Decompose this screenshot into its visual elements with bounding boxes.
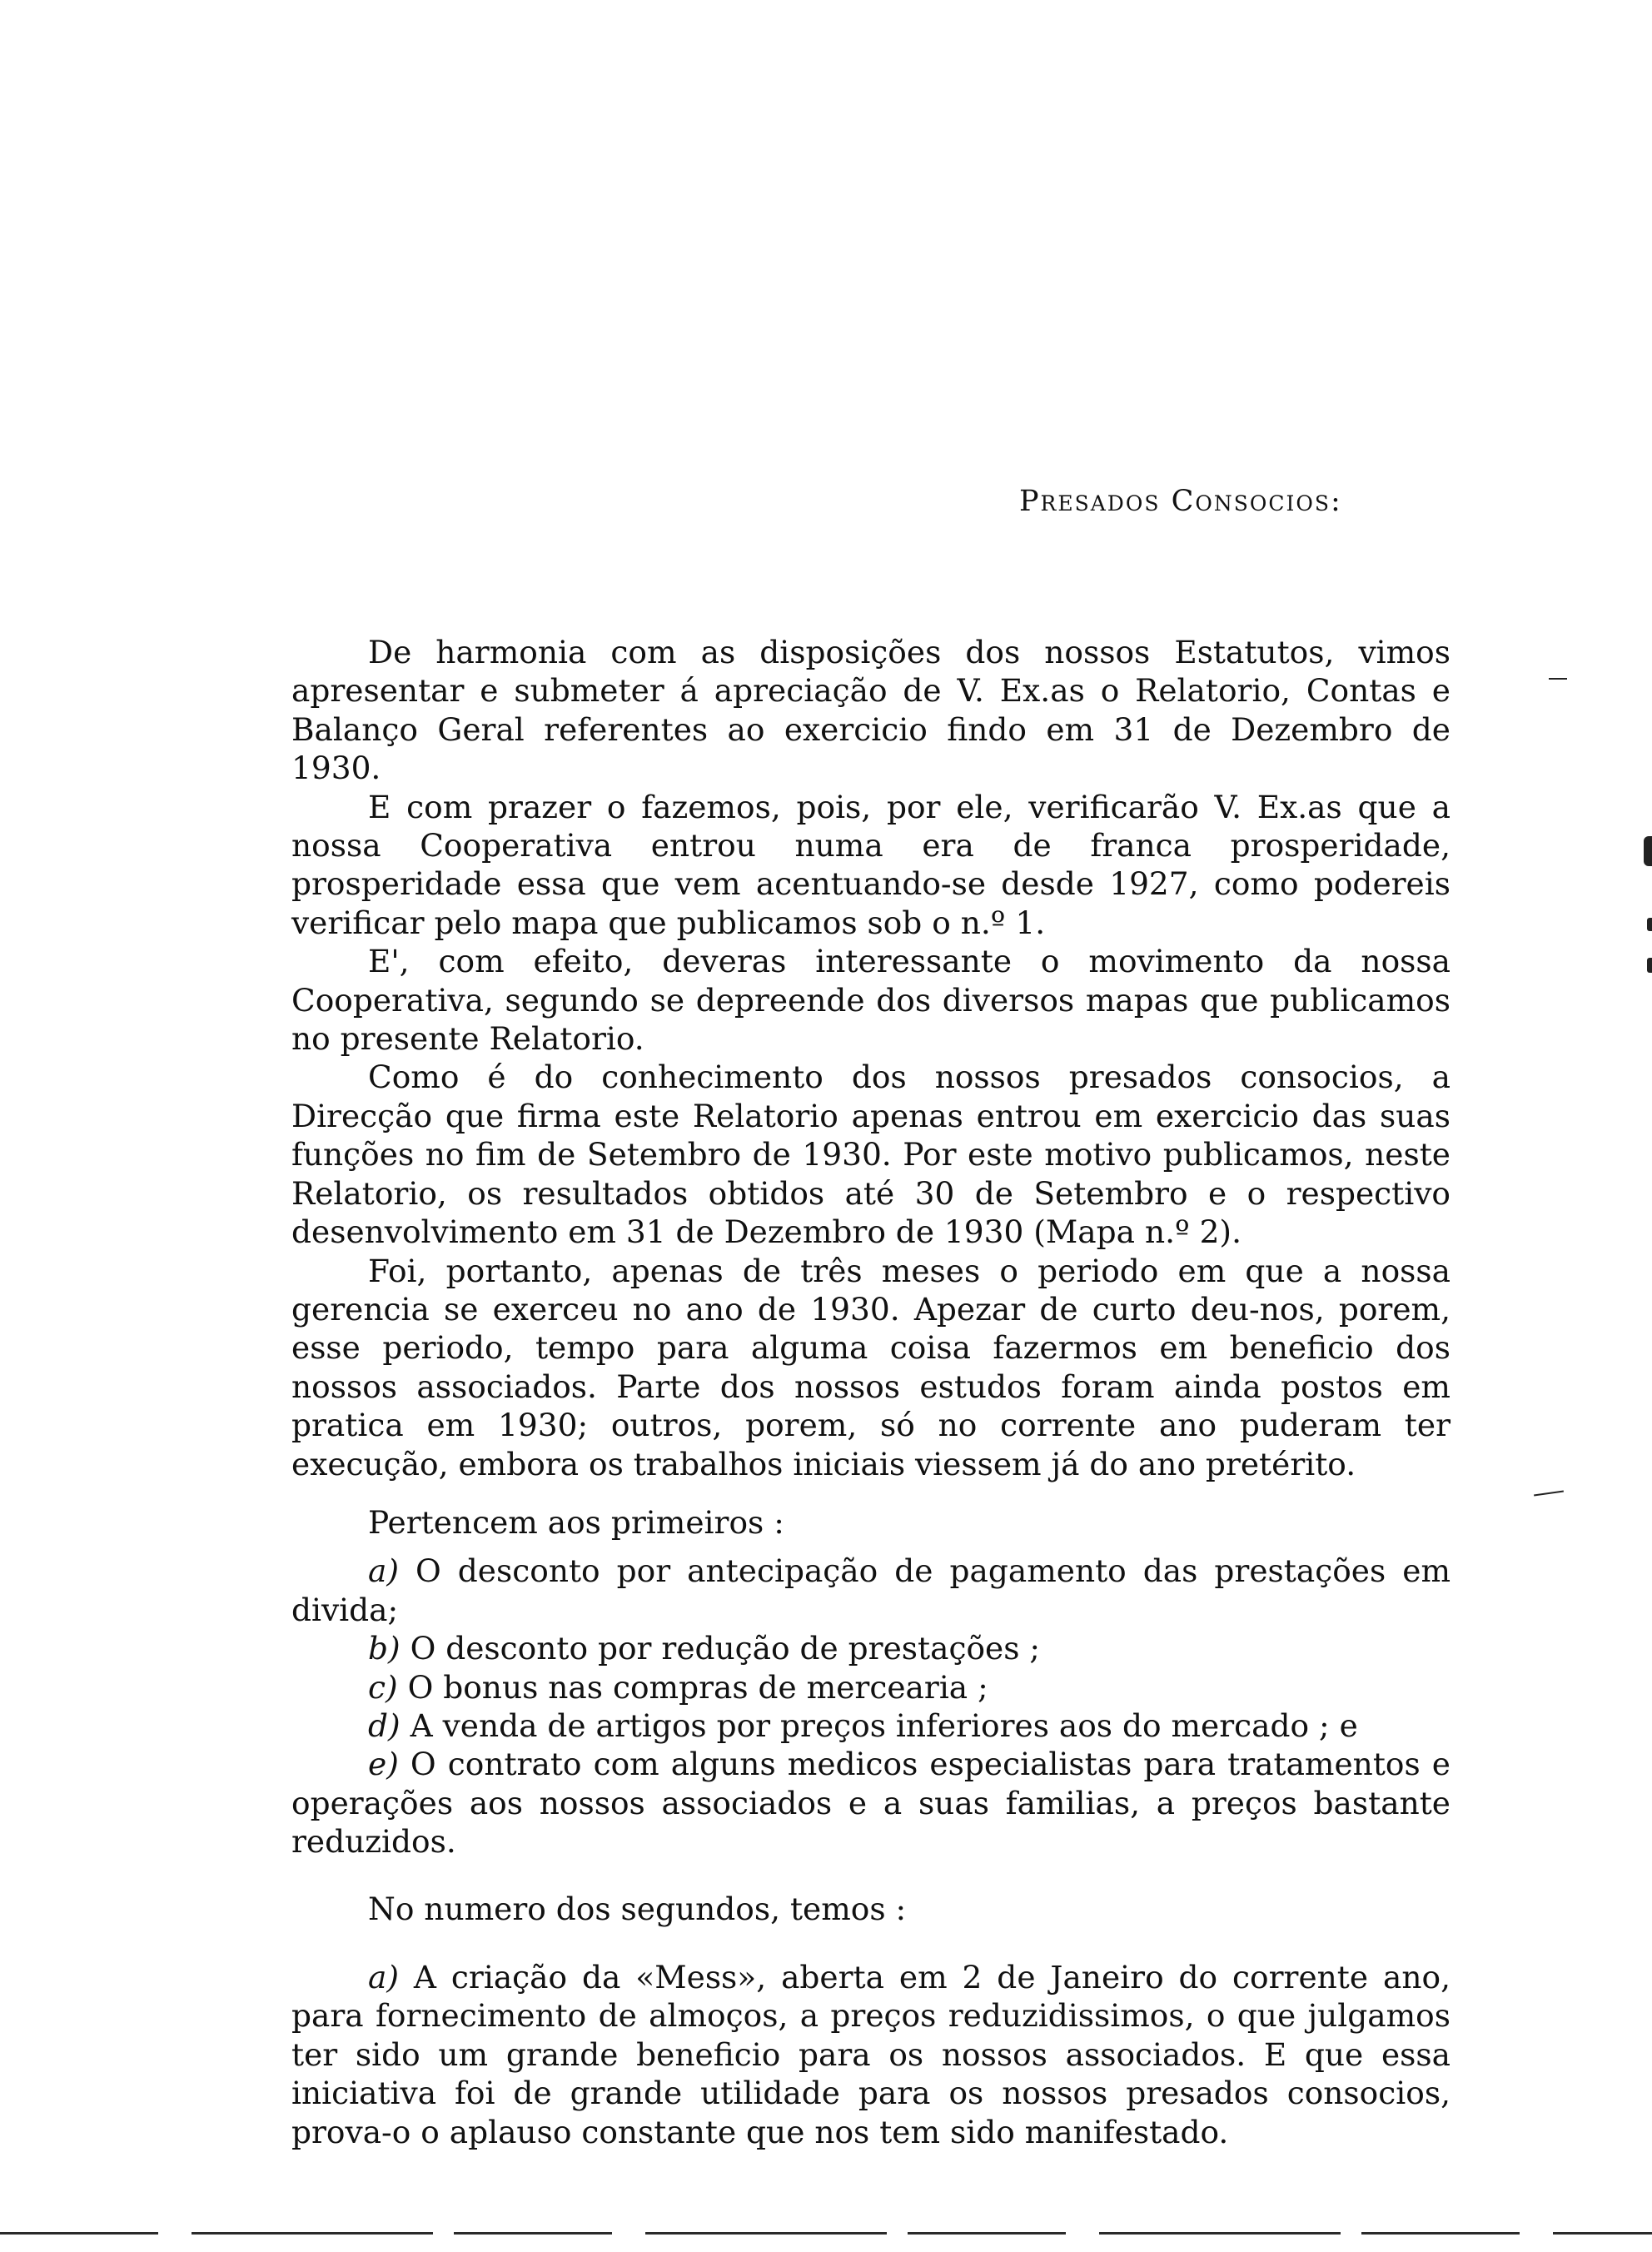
salutation-heading: Presados Consocios:: [1019, 485, 1342, 518]
list-marker: a): [368, 1959, 399, 1995]
list-item-text: A venda de artigos por preços inferiores aos do mercado ; e: [410, 1706, 1358, 1744]
list-item-text: A criação da «Mess», aberta em 2 de Janeiro do corrente ano, para fornecimento de almoços, a preços reduzidissimos, o que julgamos ter sido um grande beneficio para os nossos associados. E que essa iniciativa foi de grande utilidade para os nossos presados consocios, prova-o o aplauso constante que nos tem sido manifestado.: [291, 1959, 1450, 2150]
list-marker: a): [368, 1552, 399, 1590]
list-item: [291, 1958, 1450, 2151]
list-marker: d): [368, 1706, 401, 1744]
margin-dash-mark: [1549, 678, 1567, 680]
list-marker: b): [368, 1630, 401, 1667]
list-marker: c): [368, 1668, 398, 1706]
list-item-text: O desconto por redução de prestações ;: [410, 1630, 1041, 1667]
paragraph-intro: De harmonia com as disposições dos nossos Estatutos, vimos apresentar e submeter á apreciação de V. Ex.as o Relatorio, Contas e Balanço Geral referentes ao exercicio findo em 31 de Dezembro de 1930.: [291, 634, 1450, 787]
list-item: [291, 1706, 1450, 1745]
paragraph-gerencia: Foi, portanto, apenas de três meses o periodo em que a nossa gerencia se exerceu no ano de 1930. Apezar de curto deu-nos, porem, esse periodo, tempo para alguma coisa fazermos em beneficio dos nossos associados. Parte dos nossos estudos foram ainda postos em pratica em 1930; outros, porem, só no corrente ano puderam ter execução, embora os trabalhos iniciais viessem já do ano pretérito.: [291, 1252, 1450, 1482]
paragraph-prosperity: E com prazer o fazemos, pois, por ele, verificarão V. Ex.as que a nossa Cooperativa entrou numa era de franca prosperidade, prosperidade essa que vem acentuando-se desde 1927, como podereis verificar pelo mapa que publicamos sob o n.º 1.: [291, 788, 1450, 941]
edge-binding-mark: [1647, 918, 1652, 931]
edge-binding-mark: [1647, 958, 1652, 973]
letter-body: [291, 633, 1450, 2151]
list-item-text: O desconto por antecipação de pagamento das prestações em divida;: [291, 1552, 1451, 1628]
list-item: [291, 1552, 1450, 1629]
bottom-scan-rule: [0, 2232, 1652, 2235]
list-item: [291, 1745, 1450, 1861]
second-list-intro: No numero dos segundos, temos :: [368, 1890, 907, 1927]
paragraph-direction: Como é do conhecimento dos nossos presados consocios, a Direcção que firma este Relatorio apenas entrou em exercicio das suas funções no fim de Setembro de 1930. Por este motivo publicamos, neste Relatorio, os resultados obtidos até 30 de Setembro e o respectivo desenvolvimento em 31 de Dezembro de 1930 (Mapa n.º 2).: [291, 1059, 1450, 1251]
paragraph-movement: E', com efeito, deveras interessante o movimento da nossa Cooperativa, segundo se depreende dos diversos mapas que publicamos no presente Relatorio.: [291, 943, 1450, 1058]
list-item: [291, 1668, 1450, 1706]
margin-dash-mark: [1534, 1491, 1564, 1497]
list-marker: e): [368, 1746, 399, 1783]
first-list: [291, 1552, 1450, 1861]
list-item-text: O contrato com alguns medicos especialistas para tratamentos e operações aos nossos associados e a suas familias, a preços bastante reduzidos.: [291, 1746, 1450, 1861]
second-list: [291, 1958, 1450, 2151]
list-item-text: O bonus nas compras de mercearia ;: [407, 1668, 988, 1706]
list-item: [291, 1629, 1450, 1667]
first-list-intro: Pertencem aos primeiros :: [368, 1503, 784, 1541]
edge-binding-mark: [1644, 836, 1652, 866]
